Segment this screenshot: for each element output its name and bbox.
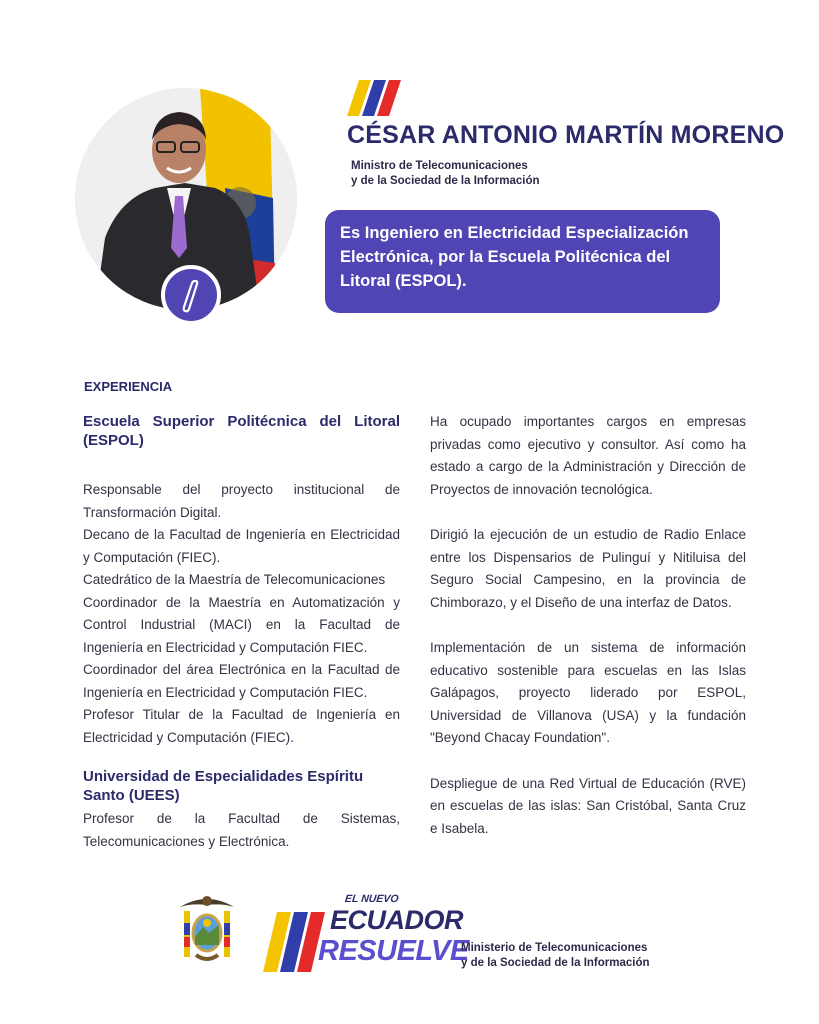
footer-ministry-line2: y de la Sociedad de la Información: [461, 957, 650, 969]
role-item: Coordinador de la Maestría en Automatización y Control Industrial (MACI) en la Facultad de Ingeniería en Electricidad y Computación FIEC.: [83, 594, 400, 655]
footer-ministry-line1: Ministerio de Telecomunicaciones: [461, 942, 648, 954]
experience-paragraph: Ha ocupado importantes cargos en empresas privadas como ejecutivo y consultor. Así como ha estado a cargo de la Administración y Dirección de Proyectos de innovación tecnológica.: [430, 414, 746, 497]
slogan-stripes-icon: [263, 912, 325, 972]
section-title-experience: EXPERIENCIA: [84, 379, 173, 394]
slash-badge-icon: [161, 265, 221, 325]
experience-paragraph: Despliegue de una Red Virtual de Educación (RVE) en escuelas de las islas: San Cristóbal, Santa Cruz e Isabela.: [430, 775, 746, 836]
role-item: Coordinador del área Electrónica en la Facultad de Ingeniería en Electricidad y Computación FIEC.: [83, 662, 400, 700]
slogan-line2: RESUELVE: [318, 935, 469, 967]
slogan-line1: ECUADOR: [330, 905, 464, 935]
org-title-uees: Universidad de Especialidades Espíritu Santo (UEES): [83, 768, 364, 804]
role-item: Catedrático de la Maestría de Telecomunicaciones: [83, 572, 386, 587]
brand-stripes-icon: [347, 80, 401, 116]
ministry-title-line2: y de la Sociedad de la Información: [351, 175, 540, 187]
experience-paragraph: Implementación de un sistema de información educativo sostenible para escuelas en las Islas Galápagos, proyecto liderado por ESPOL, Universidad de Villanova (USA) y la fundación "Beyond Chacay Foundation".: [430, 640, 746, 745]
coat-of-arms-icon: [176, 893, 238, 967]
highlight-box: [325, 210, 720, 313]
org-title-espol: Escuela Superior Politécnica del Litoral (ESPOL): [83, 413, 400, 449]
ministry-title-line1: Ministro de Telecomunicaciones: [351, 160, 528, 172]
experience-right-column: [430, 411, 746, 863]
highlight-text: Es Ingeniero en Electricidad Especialización Electrónica, por la Escuela Politécnica del Litoral (ESPOL).: [340, 224, 689, 290]
org-uees-roles: [83, 808, 400, 853]
experience-paragraph: Dirigió la ejecución de un estudio de Radio Enlace entre los Dispensarios de Pulinguí y Nitiluisa del Seguro Social Campesino, en la provincia de Chimborazo, y el Diseño de una interfaz de Datos.: [430, 527, 746, 610]
org-espol-roles: [83, 479, 400, 749]
role-item: Profesor Titular de la Facultad de Ingeniería en Electricidad y Computación (FIEC).: [83, 707, 400, 745]
person-name: CÉSAR ANTONIO MARTÍN MORENO: [347, 121, 785, 149]
role-item: Decano de la Facultad de Ingeniería en Electricidad y Computación (FIEC).: [83, 527, 400, 565]
slogan-small-text: EL NUEVO: [344, 893, 400, 905]
role-item: Profesor de la Facultad de Sistemas, Telecomunicaciones y Electrónica.: [83, 811, 400, 849]
role-item: Responsable del proyecto institucional de Transformación Digital.: [83, 482, 400, 520]
